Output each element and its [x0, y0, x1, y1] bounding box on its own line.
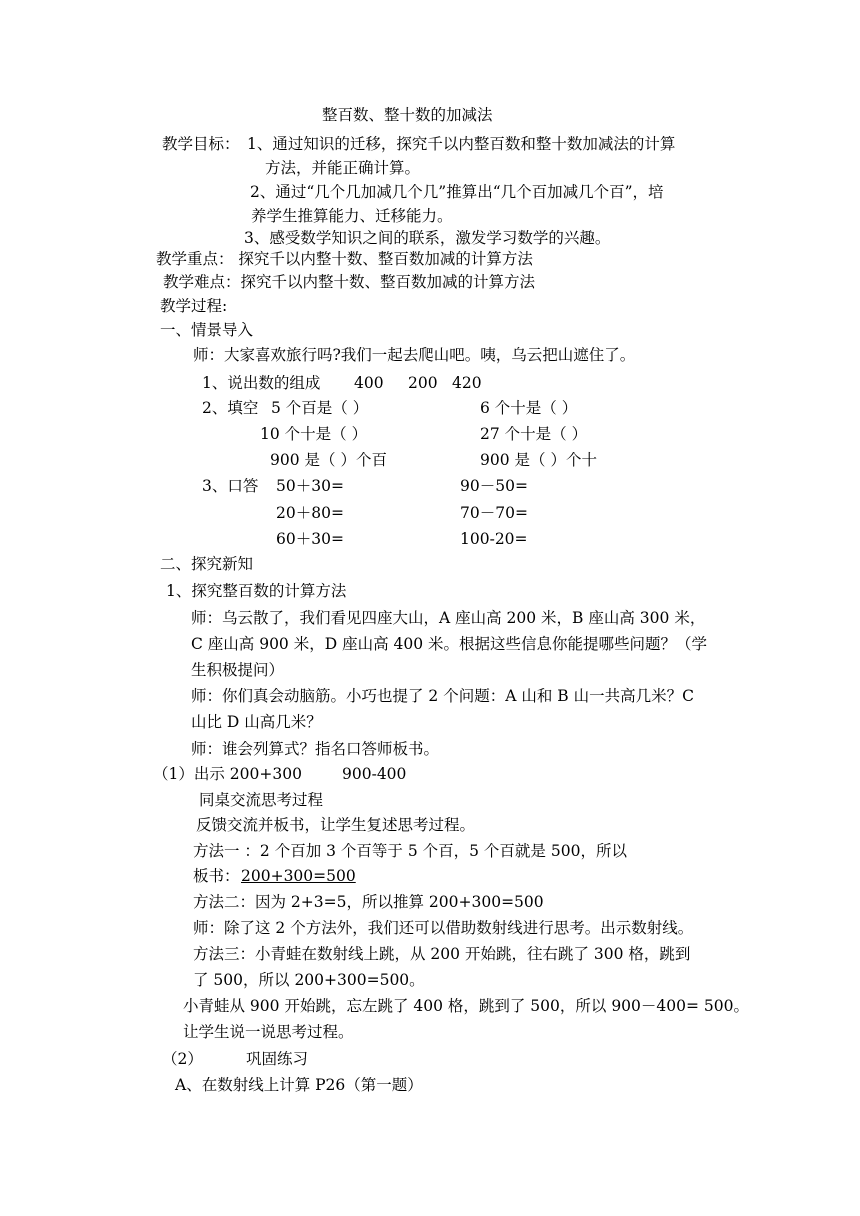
question-1-number: 200 — [408, 374, 438, 392]
oral-answer-item: 50＋30= — [276, 477, 344, 495]
method-3-line-2: 了 500，所以 200+300=500。 — [193, 971, 425, 989]
show-expression-2: 900-400 — [342, 765, 407, 783]
paragraph-line: 反馈交流并板书，让学生复述思考过程。 — [196, 816, 476, 834]
question-1-label: 1、说出数的组成 — [202, 374, 321, 392]
objective-1-line-1: 1、通过知识的迁移，探究千以内整百数和整十数加减法的计算 — [247, 135, 676, 153]
section-2-heading: 二、探究新知 — [160, 555, 254, 573]
objective-2-line-2: 养学生推算能力、迁移能力。 — [251, 207, 453, 225]
question-3-label: 3、口答 — [202, 477, 259, 495]
fill-blank-item: 27 个十是（ ） — [480, 425, 588, 443]
paragraph-line: 师：除了这 2 个方法外，我们还可以借助数射线进行思考。出示数射线。 — [193, 919, 694, 937]
paragraph-line: 同桌交流思考过程 — [199, 791, 324, 809]
method-3-line-1: 方法三：小青蛙在数射线上跳，从 200 开始跳，往右跳了 300 格，跳到 — [193, 945, 691, 963]
process-label: 教学过程: — [160, 297, 228, 315]
oral-answer-item: 20＋80= — [276, 504, 344, 522]
objective-1-line-2: 方法，并能正确计算。 — [265, 159, 421, 177]
fill-blank-item: 6 个十是（ ） — [480, 399, 578, 417]
practice-number: （2） — [162, 1050, 203, 1068]
practice-label: 巩固练习 — [246, 1050, 309, 1068]
question-1-number: 400 — [354, 374, 384, 392]
paragraph-line: 让学生说一说思考过程。 — [183, 1023, 354, 1041]
paragraph-line: 师：乌云散了，我们看见四座大山，A 座山高 200 米，B 座山高 300 米， — [191, 609, 706, 627]
objective-2-line-1: 2、通过“几个几加减几个几”推算出“几个百加减几个百”，培 — [250, 183, 664, 201]
paragraph-line: C 座山高 900 米，D 座山高 400 米。根据这些信息你能提哪些问题？（学 — [191, 635, 708, 653]
oral-answer-item: 90－50= — [460, 477, 528, 495]
method-2: 方法二：因为 2+3=5，所以推算 200+300=500 — [193, 893, 544, 911]
show-expression-label: （1）出示 200+300 — [153, 765, 302, 783]
paragraph-line: 山比 D 山高几米？ — [191, 713, 322, 731]
fill-blank-item: 900 是（ ）个十 — [480, 451, 597, 469]
question-1-number: 420 — [452, 374, 482, 392]
oral-answer-item: 70－70= — [460, 504, 528, 522]
fill-blank-item: 10 个十是（ ） — [260, 425, 368, 443]
question-2-label: 2、填空 — [202, 399, 259, 417]
page-title: 整百数、整十数的加减法 — [322, 106, 493, 124]
paragraph-line: 生积极提问） — [191, 661, 285, 679]
fill-blank-item: 900 是（ ）个百 — [270, 451, 387, 469]
difficulty: 教学难点：探究千以内整十数、整百数加减的计算方法 — [163, 273, 536, 291]
objective-3: 3、感受数学知识之间的联系，激发学习数学的兴趣。 — [244, 229, 611, 247]
paragraph-line: 师：你们真会动脑筋。小巧也提了 2 个问题：A 山和 B 山一共高几米？C — [191, 687, 694, 705]
paragraph-line: 小青蛙从 900 开始跳，忘左跳了 400 格，跳到了 500，所以 900－400= 500。 — [183, 997, 749, 1015]
section-1-heading: 一、情景导入 — [160, 321, 254, 339]
section-2-subheading: 1、探究整百数的计算方法 — [166, 582, 347, 600]
board-label: 板书： — [193, 867, 240, 885]
fill-blank-item: 5 个百是（ ） — [271, 399, 369, 417]
key-point: 教学重点： 探究千以内整十数、整百数加减的计算方法 — [156, 250, 533, 268]
paragraph-line: 师：谁会列算式？指名口答师板书。 — [191, 740, 440, 758]
section-1-teacher-line: 师：大家喜欢旅行吗?我们一起去爬山吧。咦，乌云把山遮住了。 — [193, 346, 636, 364]
oral-answer-item: 100-20= — [460, 530, 528, 548]
board-expression: 200+300=500 — [241, 867, 356, 885]
oral-answer-item: 60＋30= — [276, 530, 344, 548]
practice-item-a: A、在数射线上计算 P26（第一题） — [175, 1076, 423, 1094]
method-1: 方法一 ：2 个百加 3 个百等于 5 个百，5 个百就是 500，所以 — [193, 842, 627, 860]
objectives-label: 教学目标： — [162, 135, 240, 153]
